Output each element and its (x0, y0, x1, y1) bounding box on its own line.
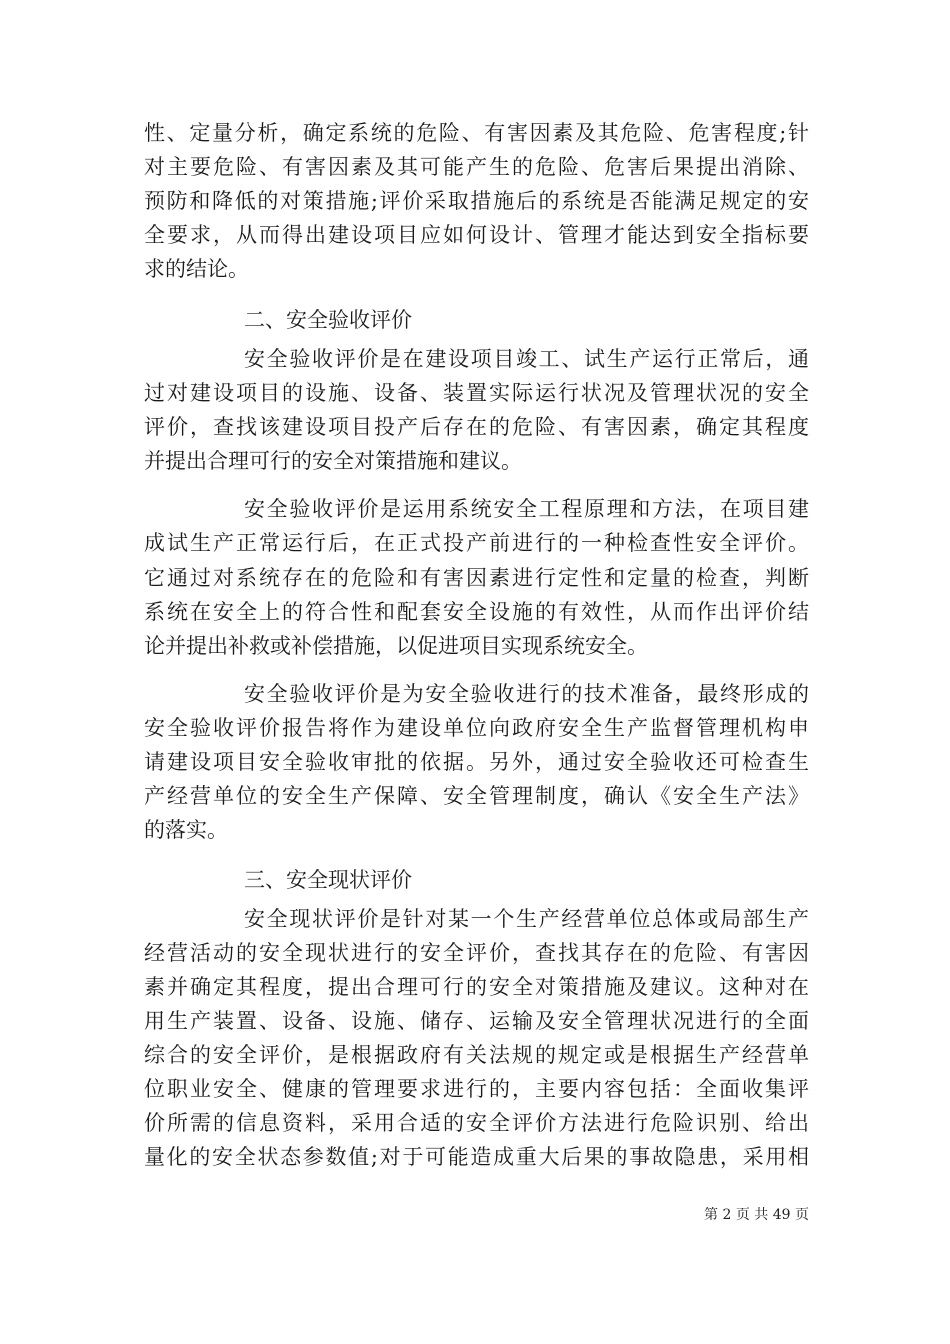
text-line-7: 安全验收评价是在建设项目竣工、试生产运行正常后，通 (244, 347, 809, 371)
text-line-13: 它通过对系统存在的危险和有害因素进行定性和定量的检查，判断 (144, 566, 809, 590)
section-heading-2: 二、安全验收评价 (244, 308, 412, 332)
text-line-23: 经营活动的安全现状进行的安全评价，查找其存在的危险、有害因 (144, 941, 809, 965)
text-line-5: 求的结论。 (144, 257, 249, 281)
text-line-25: 用生产装置、设备、设施、储存、运输及安全管理状况进行的全面 (144, 1009, 809, 1033)
text-line-12: 成试生产正常运行后，在正式投产前进行的一种检查性安全评价。 (144, 531, 809, 555)
text-line-24: 素并确定其程度，提出合理可行的安全对策措施及建议。这种对在 (144, 975, 809, 999)
text-line-26: 综合的安全评价，是根据政府有关法规的规定或是根据生产经营单 (144, 1043, 809, 1067)
text-line-20: 的落实。 (144, 818, 228, 842)
text-line-9: 评价，查找该建设项目投产后存在的危险、有害因素，确定其程度 (144, 415, 809, 439)
text-line-16: 安全验收评价是为安全验收进行的技术准备，最终形成的 (244, 682, 809, 706)
text-line-8: 过对建设项目的设施、设备、装置实际运行状况及管理状况的安全 (144, 381, 809, 405)
text-line-1: 性、定量分析，确定系统的危险、有害因素及其危险、危害程度;针 (144, 121, 809, 145)
text-line-28: 价所需的信息资料，采用合适的安全评价方法进行危险识别、给出 (144, 1111, 809, 1135)
text-line-18: 请建设项目安全验收审批的依据。另外，通过安全验收还可检查生 (144, 750, 809, 774)
text-line-4: 全要求，从而得出建设项目应如何设计、管理才能达到安全指标要 (144, 223, 809, 247)
page-number: 第 2 页 共 49 页 (704, 1207, 809, 1223)
text-line-17: 安全验收评价报告将作为建设单位向政府安全生产监督管理机构申 (144, 716, 809, 740)
section-heading-3: 三、安全现状评价 (244, 868, 412, 892)
text-line-11: 安全验收评价是运用系统安全工程原理和方法，在项目建 (244, 497, 809, 521)
text-line-2: 对主要危险、有害因素及其可能产生的危险、危害后果提出消除、 (144, 155, 809, 179)
text-line-19: 产经营单位的安全生产保障、安全管理制度，确认《安全生产法》 (144, 784, 809, 808)
text-line-14: 系统在安全上的符合性和配套安全设施的有效性，从而作出评价结 (144, 600, 809, 624)
text-line-15: 论并提出补救或补偿措施，以促进项目实现系统安全。 (144, 634, 648, 658)
text-line-3: 预防和降低的对策措施;评价采取措施后的系统是否能满足规定的安 (144, 189, 809, 213)
text-line-27: 位职业安全、健康的管理要求进行的，主要内容包括：全面收集评 (144, 1077, 809, 1101)
text-line-10: 并提出合理可行的安全对策措施和建议。 (144, 449, 522, 473)
text-line-29: 量化的安全状态参数值;对于可能造成重大后果的事故隐患，采用相 (144, 1145, 809, 1169)
text-line-22: 安全现状评价是针对某一个生产经营单位总体或局部生产 (244, 907, 809, 931)
